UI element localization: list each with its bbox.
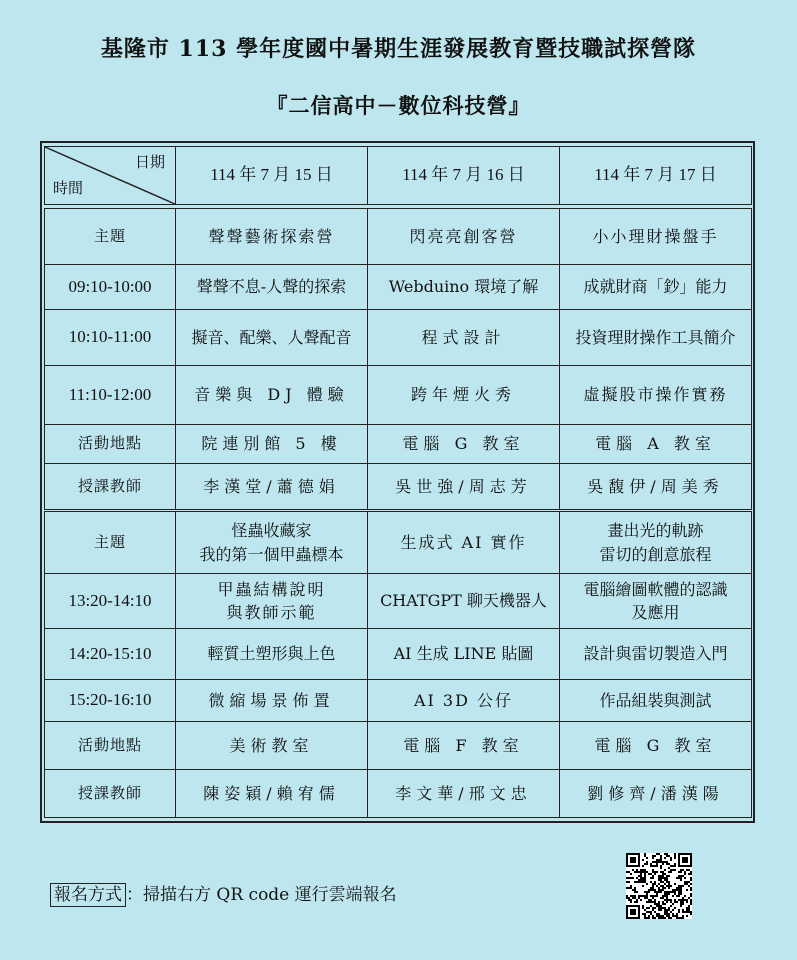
row-label: 主題 xyxy=(45,209,176,265)
table-cell: 閃亮亮創客營 xyxy=(368,209,560,265)
table-cell: 電腦繪圖軟體的認識 及應用 xyxy=(560,574,752,629)
date-header: 114 年 7 月 15 日 xyxy=(176,147,368,205)
row-label: 13:20-14:10 xyxy=(45,574,176,629)
row-label: 授課教師 xyxy=(45,770,176,818)
table-cell: CHATGPT 聊天機器人 xyxy=(368,574,560,629)
table-cell: 劉修齊/潘漢陽 xyxy=(560,770,752,818)
table-cell: 聲聲不息-人聲的探索 xyxy=(176,265,368,310)
header-corner xyxy=(45,147,176,205)
table-cell: 李漢堂/蕭德娟 xyxy=(176,464,368,510)
table-cell: 怪蟲收藏家 我的第一個甲蟲標本 xyxy=(176,512,368,574)
registration-label: 報名方式 xyxy=(50,883,126,907)
table-cell: 院連別館 5 樓 xyxy=(176,425,368,464)
registration-note xyxy=(50,880,397,905)
table-cell: 甲蟲結構說明 與教師示範 xyxy=(176,574,368,629)
morning-table xyxy=(44,208,752,510)
table-cell: 電腦 F 教室 xyxy=(368,722,560,770)
table-row xyxy=(45,770,752,818)
table-cell: 設計與雷切製造入門 xyxy=(560,629,752,680)
table-cell: 投資理財操作工具簡介 xyxy=(560,310,752,366)
table-cell: AI 生成 LINE 貼圖 xyxy=(368,629,560,680)
table-row xyxy=(45,310,752,366)
table-cell: 音樂與 DJ 體驗 xyxy=(176,366,368,425)
schedule-header xyxy=(44,146,752,205)
registration-text: ：掃描右方 QR code 運行雲端報名 xyxy=(126,885,397,905)
table-cell: 輕質土塑形與上色 xyxy=(176,629,368,680)
row-label: 09:10-10:00 xyxy=(45,265,176,310)
table-row xyxy=(45,366,752,425)
corner-time-label: 時間 xyxy=(53,179,84,198)
table-row xyxy=(45,680,752,722)
table-cell: 美術教室 xyxy=(176,722,368,770)
table-row xyxy=(45,512,752,574)
qr-code-icon[interactable] xyxy=(626,853,692,919)
row-label: 14:20-15:10 xyxy=(45,629,176,680)
row-label: 授課教師 xyxy=(45,464,176,510)
table-cell: 作品組裝與測試 xyxy=(560,680,752,722)
table-row xyxy=(45,574,752,629)
row-label: 活動地點 xyxy=(45,425,176,464)
table-row xyxy=(45,629,752,680)
date-header: 114 年 7 月 16 日 xyxy=(368,147,560,205)
table-cell: 程式設計 xyxy=(368,310,560,366)
table-cell: 小小理財操盤手 xyxy=(560,209,752,265)
date-header: 114 年 7 月 17 日 xyxy=(560,147,752,205)
table-row xyxy=(45,425,752,464)
table-cell: 電腦 G 教室 xyxy=(560,722,752,770)
row-label: 11:10-12:00 xyxy=(45,366,176,425)
table-cell: 擬音、配樂、人聲配音 xyxy=(176,310,368,366)
row-label: 活動地點 xyxy=(45,722,176,770)
table-cell: Webduino 環境了解 xyxy=(368,265,560,310)
table-cell: 成就財商「鈔」能力 xyxy=(560,265,752,310)
table-cell: 聲聲藝術探索營 xyxy=(176,209,368,265)
table-row xyxy=(45,265,752,310)
table-cell: 跨年煙火秀 xyxy=(368,366,560,425)
table-row xyxy=(45,464,752,510)
row-label: 10:10-11:00 xyxy=(45,310,176,366)
table-cell: 電腦 A 教室 xyxy=(560,425,752,464)
table-row xyxy=(45,209,752,265)
table-cell: AI 3D 公仔 xyxy=(368,680,560,722)
table-cell: 李文華/邢文忠 xyxy=(368,770,560,818)
row-label: 15:20-16:10 xyxy=(45,680,176,722)
page-title: 基隆市 113 學年度國中暑期生涯發展教育暨技職試探營隊 xyxy=(100,36,697,62)
table-cell: 虛擬股市操作實務 xyxy=(560,366,752,425)
corner-date-label: 日期 xyxy=(134,153,165,171)
table-cell: 畫出光的軌跡 雷切的創意旅程 xyxy=(560,512,752,574)
afternoon-table xyxy=(44,511,752,818)
table-cell: 電腦 G 教室 xyxy=(368,425,560,464)
table-cell: 微縮場景佈置 xyxy=(176,680,368,722)
row-label: 主題 xyxy=(45,512,176,574)
table-cell: 吳世強/周志芳 xyxy=(368,464,560,510)
page-subtitle: 『二信高中－數位科技營』 xyxy=(266,93,531,118)
table-cell: 吳馥伊/周美秀 xyxy=(560,464,752,510)
table-row xyxy=(45,722,752,770)
table-cell: 陳姿穎/賴宥儒 xyxy=(176,770,368,818)
table-cell: 生成式 AI 實作 xyxy=(368,512,560,574)
